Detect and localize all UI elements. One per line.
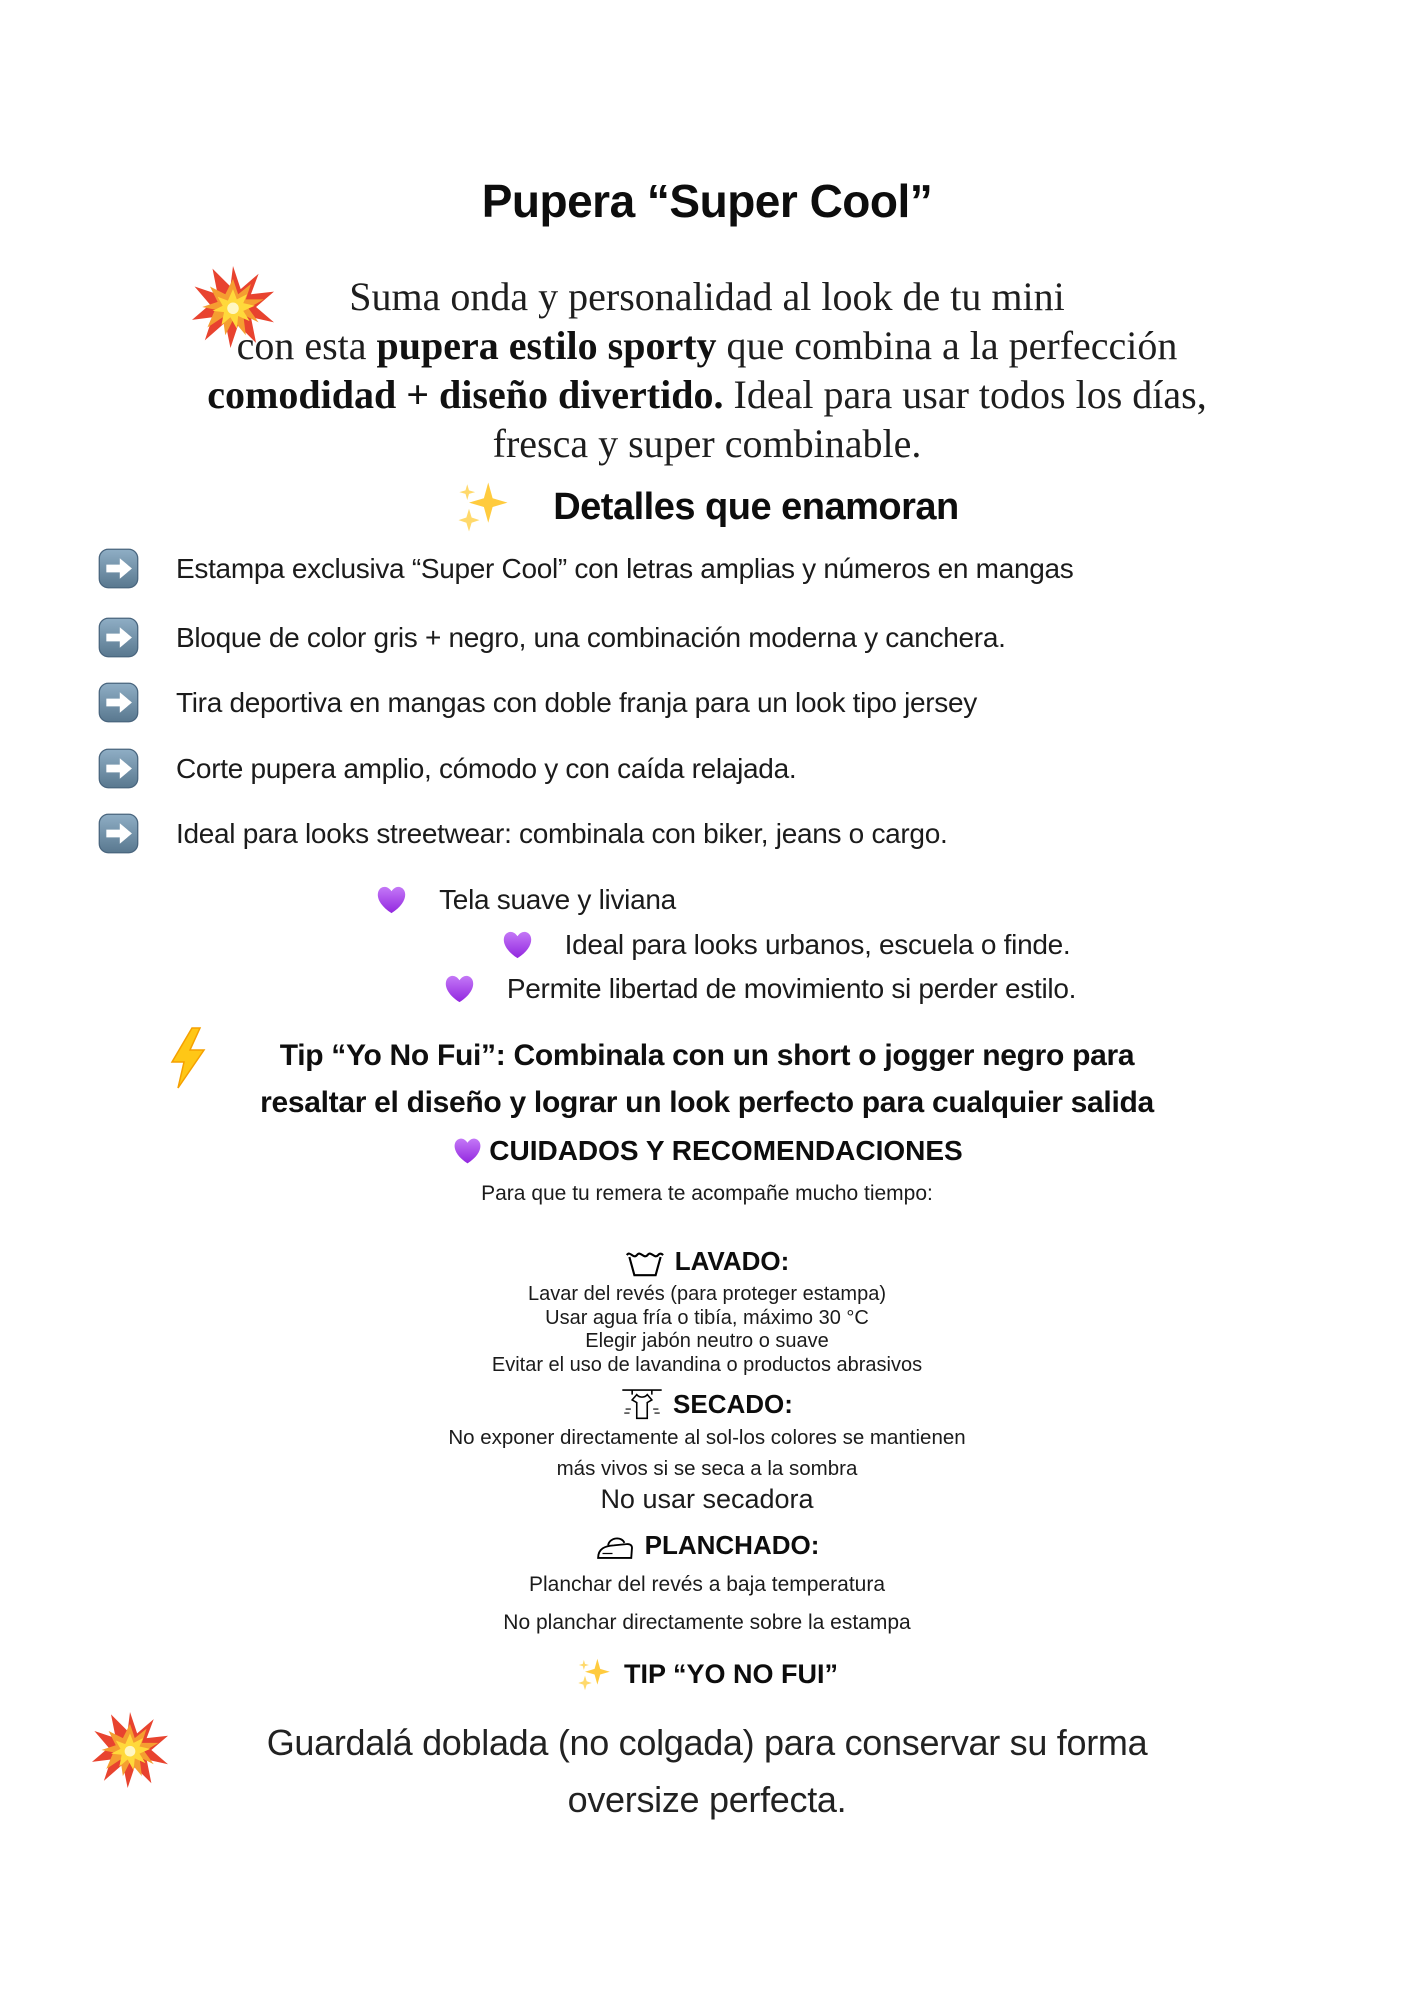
- list-item: Ideal para looks urbanos, escuela o finde.: [0, 917, 1414, 962]
- list-item: [98, 548, 1374, 589]
- intro-paragraph: [0, 272, 1414, 468]
- list-item: [98, 617, 1374, 658]
- purple-heart-icon: [451, 1134, 484, 1167]
- list-item: [98, 813, 1374, 854]
- wash-line: Usar agua fría o tibía, máximo 30 °C: [545, 1306, 869, 1329]
- iron-heading: [0, 1530, 1414, 1561]
- care-subheading: Para que tu remera te acompañe mucho tiempo:: [481, 1182, 933, 1205]
- wash-line: Elegir jabón neutro o suave: [585, 1330, 829, 1352]
- dry-heading-label: SECADO:: [673, 1389, 793, 1419]
- dry-line: No exponer directamente al sol-los colores se mantienen: [448, 1426, 966, 1449]
- intro-line-3: comodidad + diseño divertido. Ideal para usar todos los días,: [207, 372, 1207, 417]
- sparkles-icon: [576, 1656, 612, 1693]
- storage-tip-line-1: Guardalá doblada (no colgada) para conservar su forma: [266, 1722, 1148, 1763]
- arrow-right-icon: [98, 813, 139, 854]
- wash-basin-icon: [625, 1247, 665, 1277]
- dry-line: más vivos si se seca a la sombra: [556, 1457, 858, 1480]
- wash-line: Lavar del revés (para proteger estampa): [528, 1283, 886, 1305]
- purple-heart-icon: [374, 882, 409, 917]
- dry-heading: [0, 1386, 1414, 1423]
- dry-big-line: No usar secadora: [600, 1484, 814, 1514]
- sparkles-icon: [455, 478, 511, 536]
- intro-line-2: con esta pupera estilo sporty que combina a la perfección: [236, 323, 1178, 368]
- details-heading-label: Detalles que enamoran: [553, 485, 959, 528]
- bullet-text: Estampa exclusiva “Super Cool” con letras amplias y números en mangas: [176, 552, 1074, 584]
- purple-heart-icon: [442, 971, 477, 1006]
- bullet-text: Tira deportiva en mangas con doble franja para un look tipo jersey: [176, 686, 977, 718]
- wash-instructions: [0, 1283, 1414, 1377]
- tip2-heading: [0, 1656, 1414, 1693]
- styling-tip: [0, 1032, 1414, 1126]
- list-item: Permite libertad de movimiento si perder estilo.: [0, 962, 1414, 1006]
- iron-line: No planchar directamente sobre la estampa: [503, 1611, 911, 1634]
- wash-heading-label: LAVADO:: [674, 1246, 790, 1276]
- wash-line: Evitar el uso de lavandina o productos abrasivos: [491, 1353, 923, 1376]
- iron-icon: [595, 1531, 635, 1561]
- bullet-text: Ideal para looks streetwear: combinala con biker, jeans o cargo.: [176, 817, 948, 849]
- care-heading: [0, 1134, 1414, 1167]
- tip2-heading-label: TIP “YO NO FUI”: [623, 1659, 839, 1689]
- list-item: [98, 748, 1374, 789]
- iron-heading-label: PLANCHADO:: [644, 1530, 820, 1560]
- arrow-right-icon: [98, 682, 139, 723]
- iron-instructions: [0, 1566, 1414, 1642]
- feature-list: [0, 882, 1414, 1006]
- intro-line-1: Suma onda y personalidad al look de tu mini: [349, 274, 1065, 319]
- arrow-right-icon: [98, 548, 139, 589]
- list-item: Tela suave y liviana: [0, 882, 1414, 917]
- page-title: Pupera “Super Cool”: [481, 175, 933, 227]
- storage-tip: [0, 1714, 1414, 1828]
- dry-instructions: [0, 1422, 1414, 1484]
- details-heading: [0, 478, 1414, 536]
- intro-line-4: fresca y super combinable.: [492, 421, 922, 466]
- wash-heading: [0, 1246, 1414, 1277]
- tip-line-1: Tip “Yo No Fui”: Combinala con un short o jogger negro para: [279, 1039, 1135, 1072]
- arrow-right-icon: [98, 748, 139, 789]
- tip-line-2: resaltar el diseño y lograr un look perfecto para cualquier salida: [260, 1086, 1154, 1119]
- bullet-text: Bloque de color gris + negro, una combinación moderna y canchera.: [176, 621, 1006, 653]
- care-heading-label: CUIDADOS Y RECOMENDACIONES: [489, 1134, 963, 1166]
- arrow-right-icon: [98, 617, 139, 658]
- details-bullet-list: [98, 540, 1374, 854]
- drying-shirt-icon: [621, 1386, 663, 1423]
- list-item: [98, 682, 1374, 723]
- purple-heart-icon: [500, 927, 535, 962]
- storage-tip-line-2: oversize perfecta.: [567, 1779, 847, 1820]
- bullet-text: Corte pupera amplio, cómodo y con caída relajada.: [176, 752, 797, 784]
- iron-line: Planchar del revés a baja temperatura: [528, 1573, 886, 1596]
